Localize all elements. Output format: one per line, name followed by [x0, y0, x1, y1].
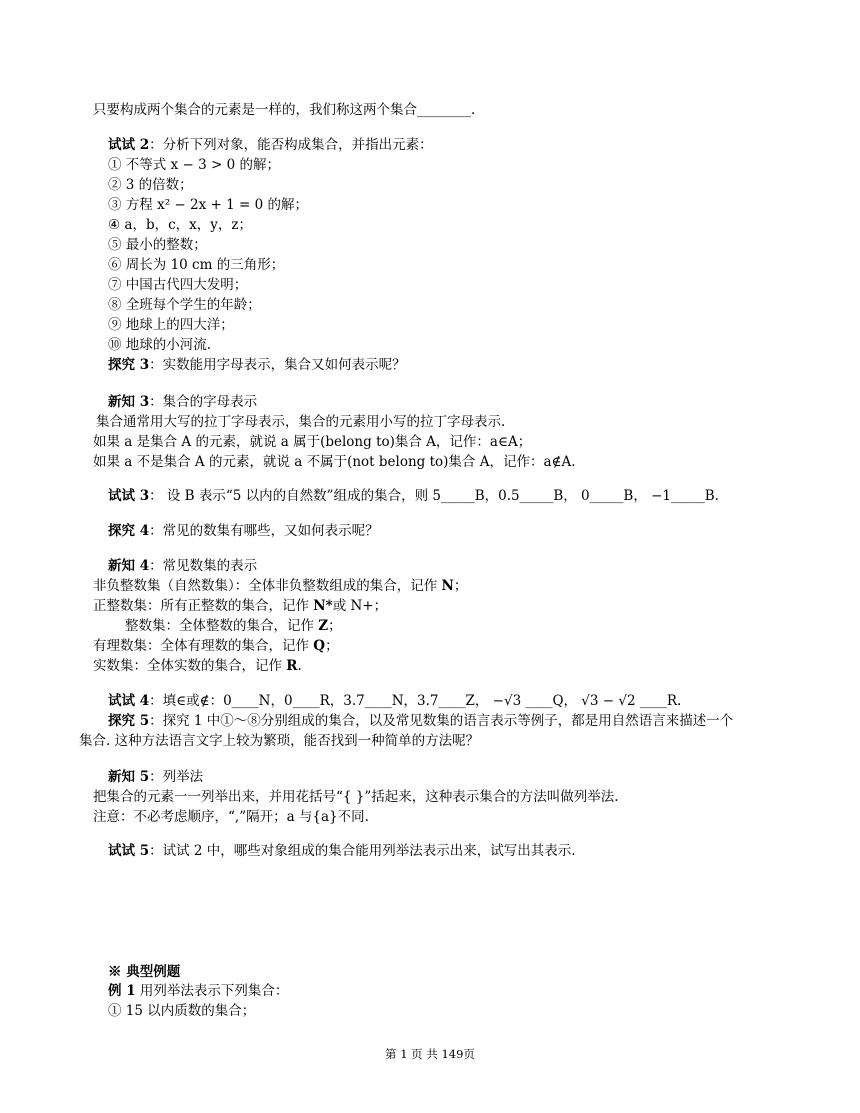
try4 [108, 692, 681, 710]
try2-item-2: ② 3 的倍数； [108, 177, 193, 193]
new4-line-3-text: 整数集：全体整数的集合，记作 [125, 618, 319, 634]
new4-line-5-text: 实数集：全体实数的集合，记作 [93, 658, 287, 674]
try4-text: ：填∈或∉：0____N，0____R，3.7____N，3.7____Z， −√3 ____Q， √3 − √2 ____R. [149, 693, 682, 709]
new4-line-1-text: 非负整数集（自然数集）：全体非负整数组成的集合，记作 [93, 578, 442, 594]
try2-item-3: ③ 方程 x² − 2x + 1 = 0 的解； [108, 197, 308, 213]
new5-title: ：列举法 [149, 769, 204, 785]
try2-item-5: ⑤ 最小的整数； [108, 237, 207, 253]
new3-line-1: 集合通常用大写的拉丁字母表示，集合的元素用小写的拉丁字母表示. [96, 414, 506, 430]
explore4-heading: 探究 4 [108, 523, 150, 539]
try2-item-9: ⑨ 地球上的四大洋； [108, 317, 234, 333]
try2-item-10: ⑩ 地球的小河流. [108, 337, 212, 353]
explore3-heading: 探究 3 [108, 357, 150, 373]
try2-heading: 试试 2 [108, 137, 150, 153]
new3-heading: 新知 3 [108, 394, 150, 410]
explore3 [108, 356, 406, 374]
explore3-text: ：实数能用字母表示，集合又如何表示呢？ [149, 357, 406, 373]
try2-item-4: ④ a，b，c，x，y，z； [108, 217, 252, 233]
new4-title: ：常见数集的表示 [149, 558, 258, 574]
try2-header [108, 136, 433, 154]
try2-item-8: ⑧ 全班每个学生的年龄； [108, 297, 261, 313]
new4-line-5-end: . [297, 658, 302, 674]
symbol-N: N [441, 578, 454, 594]
new4-line-3 [125, 617, 342, 635]
explore4 [108, 522, 379, 540]
new4-title-line [108, 557, 257, 575]
intro-line: 只要构成两个集合的元素是一样的，我们称这两个集合________. [93, 102, 476, 118]
new4-line-4-text: 有理数集：全体有理数的集合，记作 [93, 638, 314, 654]
try3 [108, 487, 719, 505]
explore5-heading: 探究 5 [108, 713, 150, 729]
try2-item-6: ⑥ 周长为 10 cm 的三角形； [108, 257, 285, 273]
new4-line-2 [93, 597, 387, 615]
examples-heading: ※ 典型例题 [108, 964, 181, 980]
example-1-text: 用列举法表示下列集合： [135, 983, 289, 999]
try2-prompt: ：分析下列对象，能否构成集合，并指出元素： [149, 137, 433, 153]
new4-line-1-end: ； [453, 578, 468, 594]
try2-item-1: ① 不等式 x − 3 > 0 的解； [108, 157, 280, 173]
explore5-line-1 [108, 712, 733, 730]
try3-heading: 试试 3 [108, 488, 150, 504]
explore4-text: ：常见的数集有哪些，又如何表示呢？ [149, 523, 379, 539]
new4-line-2-text: 正整数集：所有正整数的集合，记作 [93, 598, 314, 614]
new4-line-4 [93, 637, 339, 655]
new4-line-4-end: ； [325, 638, 339, 654]
new3-title-line [108, 393, 257, 411]
symbol-N-star: N* [313, 598, 333, 614]
new5-line-1: 把集合的元素一一列举出来，并用花括号“{ }”括起来，这种表示集合的方法叫做列举法. [93, 789, 619, 805]
try5-heading: 试试 5 [108, 843, 150, 859]
new3-title: ：集合的字母表示 [149, 394, 258, 410]
try5-text: ：试试 2 中，哪些对象组成的集合能用列举法表示出来，试写出其表示. [149, 843, 576, 859]
new3-line-2: 如果 a 是集合 A 的元素，就说 a 属于(belong to)集合 A，记作：a∈A； [93, 434, 532, 450]
new5-heading: 新知 5 [108, 769, 150, 785]
page-footer: 第 1 页 共 149页 [385, 1047, 475, 1061]
new4-heading: 新知 4 [108, 558, 150, 574]
example-1 [108, 982, 288, 1000]
explore5-text-1: ：探究 1 中①～⑧分别组成的集合，以及常见数集的语言表示等例子，都是用自然语言来描述一个 [149, 713, 734, 729]
new4-line-1 [93, 577, 467, 595]
symbol-Z: Z [318, 618, 329, 634]
try4-heading: 试试 4 [108, 693, 150, 709]
try3-text: ： 设 B 表示“5 以内的自然数”组成的集合，则 5_____B，0.5_____B， 0_____B， −1_____B. [149, 488, 719, 504]
new3-line-3: 如果 a 不是集合 A 的元素，就说 a 不属于(not belong to)集合 A，记作：a∉A. [93, 454, 576, 470]
new4-line-2-end: 或 N+； [332, 598, 388, 614]
new5-line-2: 注意：不必考虑顺序，“,”隔开；a 与{a}不同. [93, 809, 369, 825]
explore5-line-2: 集合. 这种方法语言文字上较为繁琐，能否找到一种简单的方法呢？ [79, 733, 480, 749]
symbol-Q: Q [313, 638, 326, 654]
new4-line-5 [93, 657, 302, 675]
try5 [108, 842, 576, 860]
try2-item-7: ⑦ 中国古代四大发明； [108, 277, 248, 293]
new5-title-line [108, 768, 203, 786]
symbol-R: R [286, 658, 298, 674]
example-1-label: 例 1 [108, 983, 136, 999]
example-1-item-1: ① 15 以内质数的集合； [108, 1003, 256, 1019]
new4-line-3-end: ； [328, 618, 342, 634]
